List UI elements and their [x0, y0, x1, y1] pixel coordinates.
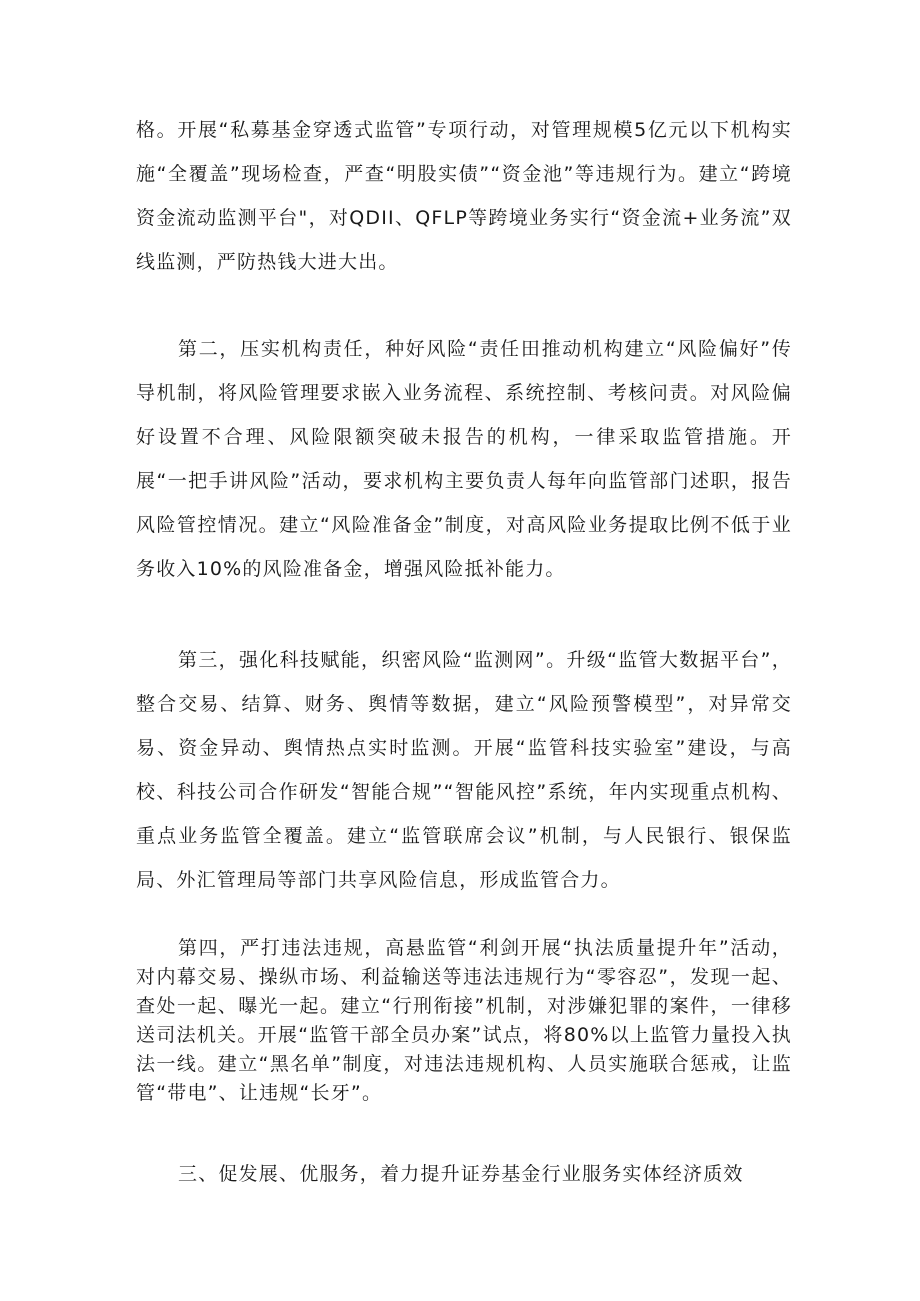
section-heading-three: 三、促发展、优服务，着力提升证券基金行业服务实体经济质效: [178, 1163, 744, 1185]
paragraph-second: 第二，压实机构责任，种好风险“责任田推动机构建立“风险偏好”传导机制，将风险管理要求嵌入业务流程、系统控制、考核问责。对风险偏好设置不合理、风险限额突破未报告的机构，一律采取监管措施。开展“一把手讲风险”活动，要求机构主要负责人每年向监管部门述职，报告风险管控情况。建立“风险准备金”制度，对高风险业务提取比例不低于业务收入10%的风险准备金，增强风险抵补能力。: [136, 338, 792, 580]
paragraph-fourth: 第四，严打违法违规，高悬监管“利剑开展“执法质量提升年”活动，对内幕交易、操纵市场、利益输送等违法违规行为“零容忍”，发现一起、查处一起、曝光一起。建立“行刑衔接”机制，对涉嫌犯罪的案件，一律移送司法机关。开展“监管干部全员办案”试点，将80%以上监管力量投入执法一线。建立“黑名单”制度，对违法违规机构、人员实施联合惩戒，让监管“带电”、让违规“长牙”。: [136, 937, 792, 1104]
paragraph-third: 第三，强化科技赋能，织密风险“监测网”。升级“监管大数据平台”，整合交易、结算、财务、舆情等数据，建立“风险预警模型”，对异常交易、资金异动、舆情热点实时监测。开展“监管科技实验室”建设，与高校、科技公司合作研发“智能合规”“智能风控”系统，年内实现重点机构、重点业务监管全覆盖。建立“监管联席会议”机制，与人民银行、银保监局、外汇管理局等部门共享风险信息，形成监管合力。: [136, 649, 792, 891]
paragraph-continuation: 格。开展“私募基金穿透式监管”专项行动，对管理规模5亿元以下机构实施“全覆盖”现场检查，严查“明股实债”“资金池”等违规行为。建立“跨境资金流动监测平台"，对QDII、QFLP等跨境业务实行“资金流+业务流”双线监测，严防热钱大进大出。: [136, 119, 792, 273]
